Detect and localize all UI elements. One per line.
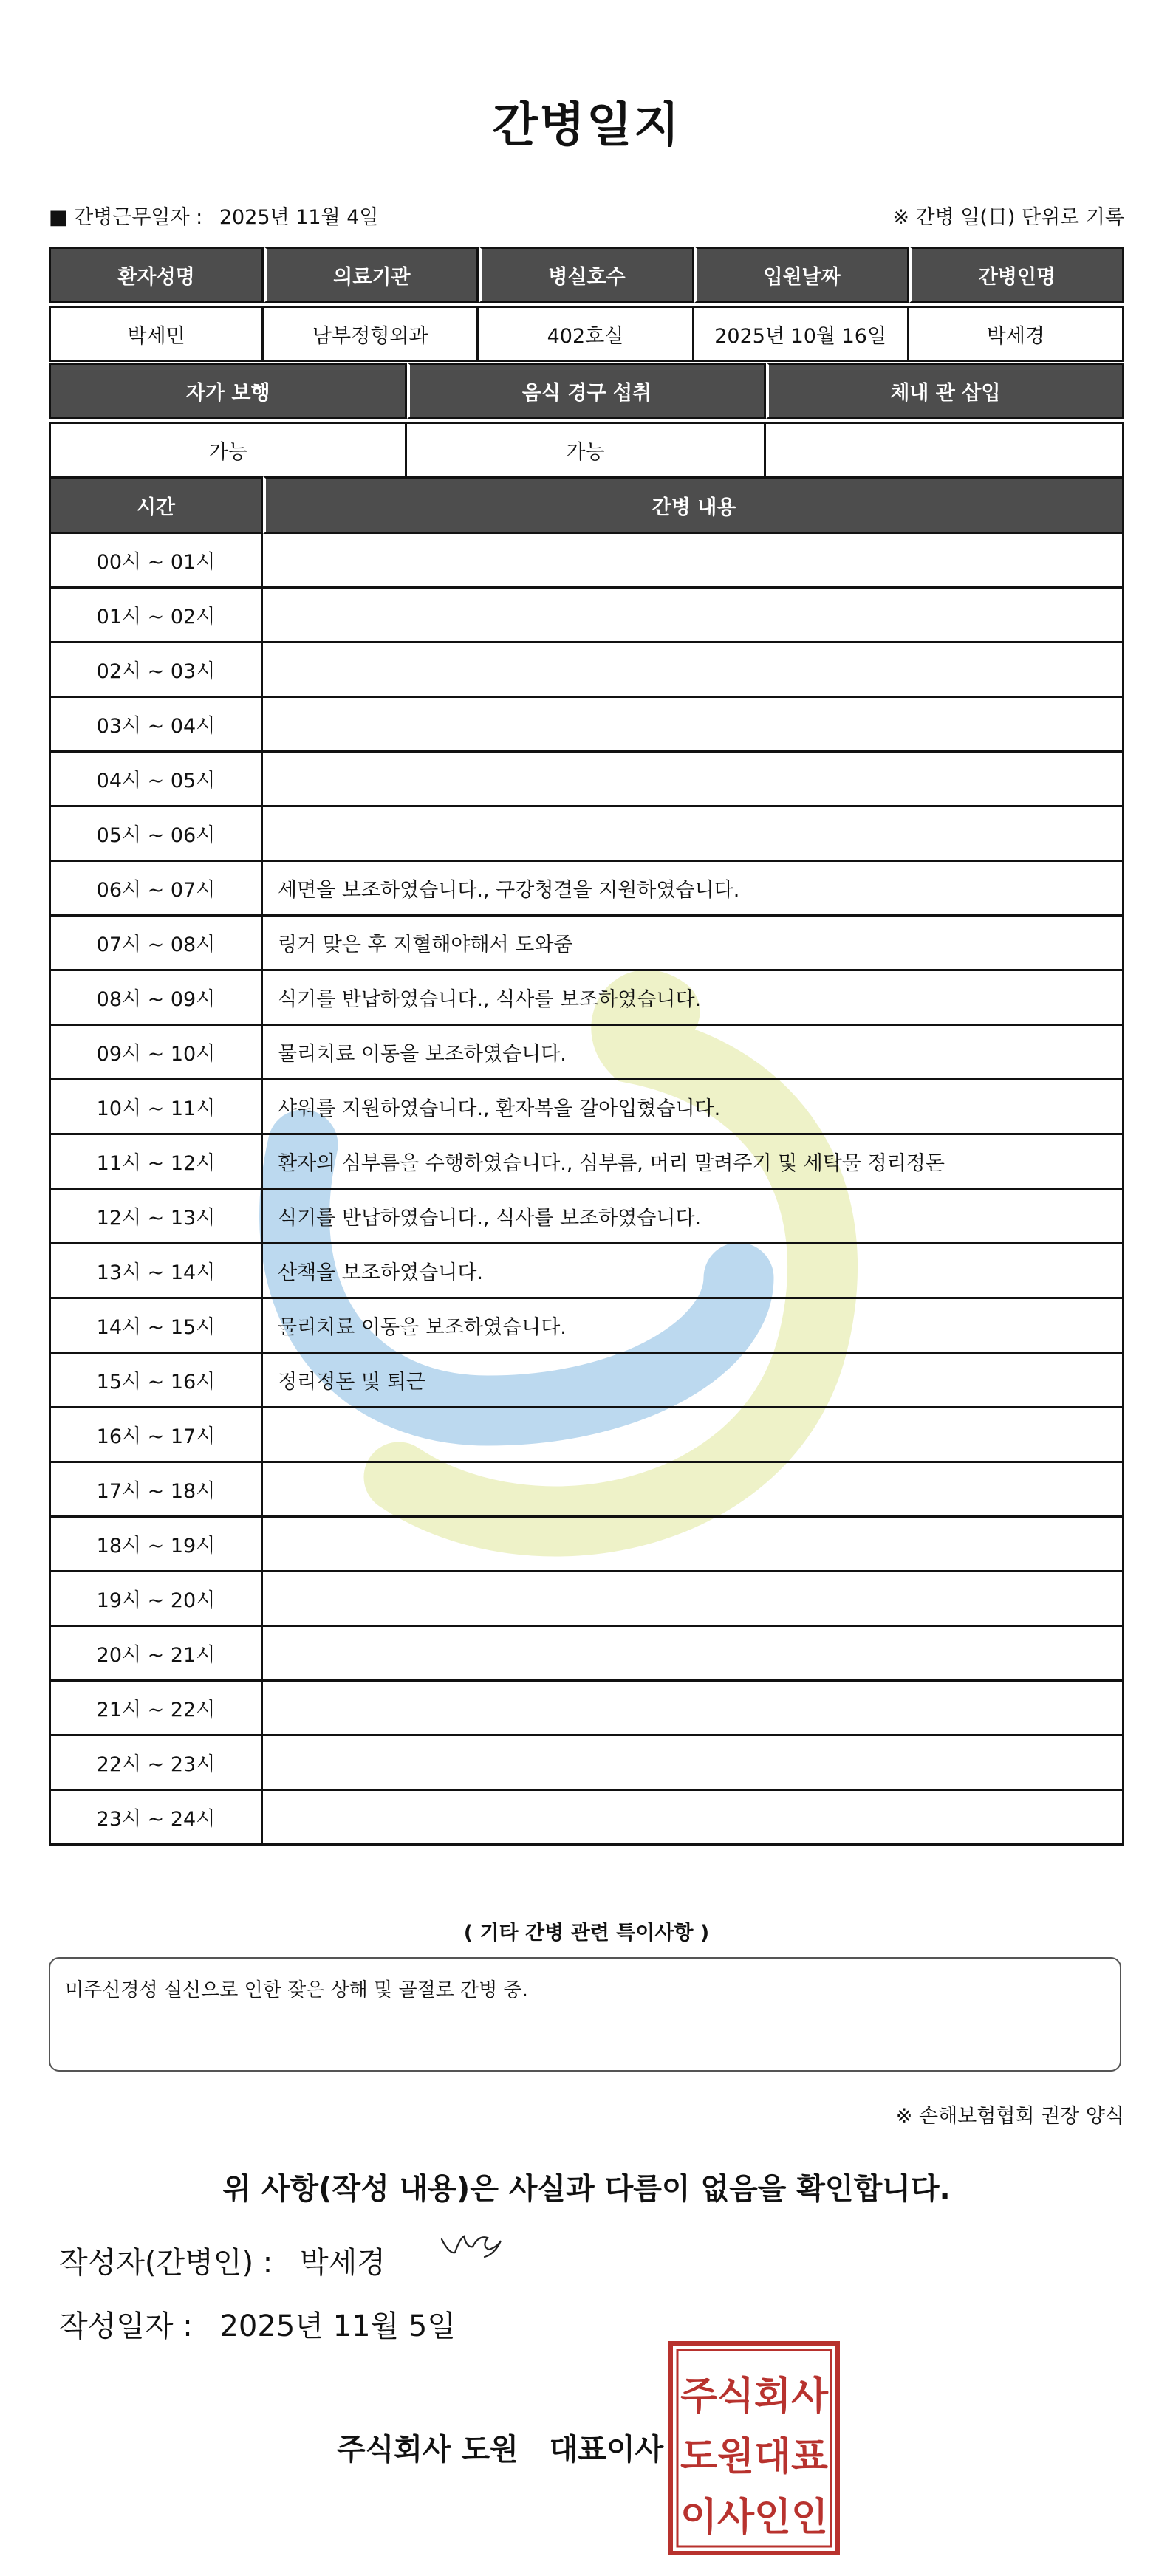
company-representative-title: 대표이사 [549, 2433, 664, 2467]
work-date-value: 2025년 11월 4일 [219, 206, 379, 229]
work-date-line [49, 201, 379, 230]
patient-ability-table [49, 360, 1124, 481]
header-self-walking: 자가 보행 [49, 363, 407, 419]
time-slot-cell: 00시 ~ 01시 [49, 534, 263, 589]
patient-info-header-row [49, 247, 1124, 303]
time-slot-cell: 16시 ~ 17시 [49, 1408, 263, 1463]
table-row [49, 1791, 1124, 1846]
care-content-cell [263, 1463, 1124, 1518]
care-content-cell [263, 1627, 1124, 1682]
care-content-cell: 정리정돈 및 퇴근 [263, 1354, 1124, 1408]
table-row [49, 589, 1124, 643]
care-content-cell [263, 1572, 1124, 1627]
table-row [49, 643, 1124, 698]
care-content-cell [263, 1518, 1124, 1572]
time-slot-cell: 23시 ~ 24시 [49, 1791, 263, 1846]
time-slot-cell: 10시 ~ 11시 [49, 1080, 263, 1135]
care-content-cell: 샤워를 지원하였습니다., 환자복을 갈아입혔습니다. [263, 1080, 1124, 1135]
care-content-cell [263, 1408, 1124, 1463]
time-slot-cell: 13시 ~ 14시 [49, 1244, 263, 1299]
care-content-cell [263, 1736, 1124, 1791]
time-slot-cell: 05시 ~ 06시 [49, 807, 263, 862]
header-time: 시간 [49, 476, 263, 534]
care-content-cell: 산책을 보조하였습니다. [263, 1244, 1124, 1299]
table-row [49, 1026, 1124, 1080]
admission-date: 2025년 10월 16일 [694, 306, 909, 362]
table-row [49, 1463, 1124, 1518]
care-content-cell [263, 1682, 1124, 1736]
notes-box [49, 1957, 1121, 2072]
table-row [49, 534, 1124, 589]
time-slot-cell: 03시 ~ 04시 [49, 698, 263, 753]
time-slot-cell: 01시 ~ 02시 [49, 589, 263, 643]
time-slot-cell: 18시 ~ 19시 [49, 1518, 263, 1572]
ability-value-row [49, 422, 1124, 478]
writer-label: 작성자(간병인) : [59, 2246, 273, 2280]
time-slot-cell: 08시 ~ 09시 [49, 971, 263, 1026]
writer-name: 박세경 [299, 2246, 386, 2280]
table-row [49, 1190, 1124, 1244]
table-row [49, 1736, 1124, 1791]
table-row [49, 971, 1124, 1026]
time-slot-cell: 09시 ~ 10시 [49, 1026, 263, 1080]
table-row [49, 1354, 1124, 1408]
care-content-cell: 환자의 심부름을 수행하였습니다., 심부름, 머리 말려주기 및 세탁물 정리정돈 [263, 1135, 1124, 1190]
table-row [49, 862, 1124, 917]
room-number: 402호실 [479, 306, 694, 362]
header-oral-intake: 음식 경구 섭취 [407, 363, 765, 419]
time-slot-cell: 07시 ~ 08시 [49, 917, 263, 971]
table-row [49, 1299, 1124, 1354]
header-care-content: 간병 내용 [263, 476, 1124, 534]
confirmation-statement: 위 사항(작성 내용)은 사실과 다름이 없음을 확인합니다. [222, 2172, 951, 2206]
table-row [49, 1244, 1124, 1299]
care-content-cell [263, 698, 1124, 753]
company-name: 주식회사 도원 [337, 2433, 519, 2467]
header-room: 병실호수 [479, 247, 694, 303]
time-slot-cell: 17시 ~ 18시 [49, 1463, 263, 1518]
caregiver-name: 박세경 [909, 306, 1124, 362]
notes-text: 미주신경성 실신으로 인한 잦은 상해 및 골절로 간병 중. [65, 1979, 528, 2001]
table-row [49, 917, 1124, 971]
log-header-row [49, 476, 1124, 534]
time-slot-cell: 02시 ~ 03시 [49, 643, 263, 698]
time-slot-cell: 19시 ~ 20시 [49, 1572, 263, 1627]
time-slot-cell: 04시 ~ 05시 [49, 753, 263, 807]
care-content-cell [263, 1791, 1124, 1846]
oral-intake-value: 가능 [407, 422, 765, 478]
writer-line [59, 2239, 386, 2281]
header-patient-name: 환자성명 [49, 247, 264, 303]
table-row [49, 753, 1124, 807]
table-row [49, 1135, 1124, 1190]
hospital-name: 남부정형외과 [264, 306, 479, 362]
tube-insertion-value [766, 422, 1124, 478]
table-row [49, 1627, 1124, 1682]
care-content-cell [263, 534, 1124, 589]
care-content-cell [263, 643, 1124, 698]
work-date-label: ■ 간병근무일자 : [49, 206, 203, 229]
notes-title: ( 기타 간병 관련 특이사항 ) [463, 1922, 710, 1945]
header-tube-insertion: 체내 관 삽입 [766, 363, 1124, 419]
time-slot-cell: 21시 ~ 22시 [49, 1682, 263, 1736]
seal-text-line: 도원대표 [680, 2435, 828, 2479]
care-content-cell [263, 589, 1124, 643]
time-slot-cell: 12시 ~ 13시 [49, 1190, 263, 1244]
table-row [49, 698, 1124, 753]
table-row [49, 1682, 1124, 1736]
patient-name: 박세민 [49, 306, 264, 362]
table-row [49, 1572, 1124, 1627]
time-slot-cell: 15시 ~ 16시 [49, 1354, 263, 1408]
table-row [49, 1080, 1124, 1135]
company-signoff [337, 2426, 663, 2468]
care-content-cell: 세면을 보조하였습니다., 구강청결을 지원하였습니다. [263, 862, 1124, 917]
written-date-line [59, 2303, 456, 2345]
care-content-cell: 물리치료 이동을 보조하였습니다. [263, 1299, 1124, 1354]
page-title: 간병일지 [492, 98, 681, 153]
care-content-cell [263, 753, 1124, 807]
table-row [49, 1408, 1124, 1463]
time-slot-cell: 20시 ~ 21시 [49, 1627, 263, 1682]
company-seal [668, 2341, 840, 2555]
time-slot-cell: 06시 ~ 07시 [49, 862, 263, 917]
seal-text-line: 이사인인 [680, 2496, 828, 2540]
care-content-cell: 물리치료 이동을 보조하였습니다. [263, 1026, 1124, 1080]
handwritten-signature [436, 2224, 510, 2269]
written-date-value: 2025년 11월 5일 [219, 2309, 456, 2343]
time-slot-cell: 11시 ~ 12시 [49, 1135, 263, 1190]
written-date-label: 작성일자 : [59, 2309, 193, 2343]
header-caregiver-name: 간병인명 [909, 247, 1124, 303]
table-row [49, 807, 1124, 862]
time-slot-cell: 14시 ~ 15시 [49, 1299, 263, 1354]
patient-info-value-row [49, 306, 1124, 362]
seal-text-line: 주식회사 [680, 2374, 829, 2419]
header-hospital: 의료기관 [264, 247, 479, 303]
ability-header-row [49, 363, 1124, 419]
care-content-cell [263, 807, 1124, 862]
self-walking-value: 가능 [49, 422, 407, 478]
hourly-care-log-table [49, 476, 1124, 1846]
patient-info-table [49, 244, 1124, 365]
care-content-cell: 링거 맞은 후 지혈해야해서 도와줌 [263, 917, 1124, 971]
record-note: ※ 간병 일(日) 단위로 기록 [892, 206, 1124, 229]
header-admission-date: 입원날짜 [694, 247, 909, 303]
care-content-cell: 식기를 반납하였습니다., 식사를 보조하였습니다. [263, 1190, 1124, 1244]
recommended-form-note: ※ 손해보험협회 권장 양식 [895, 2105, 1124, 2128]
care-content-cell: 식기를 반납하였습니다., 식사를 보조하였습니다. [263, 971, 1124, 1026]
table-row [49, 1518, 1124, 1572]
time-slot-cell: 22시 ~ 23시 [49, 1736, 263, 1791]
